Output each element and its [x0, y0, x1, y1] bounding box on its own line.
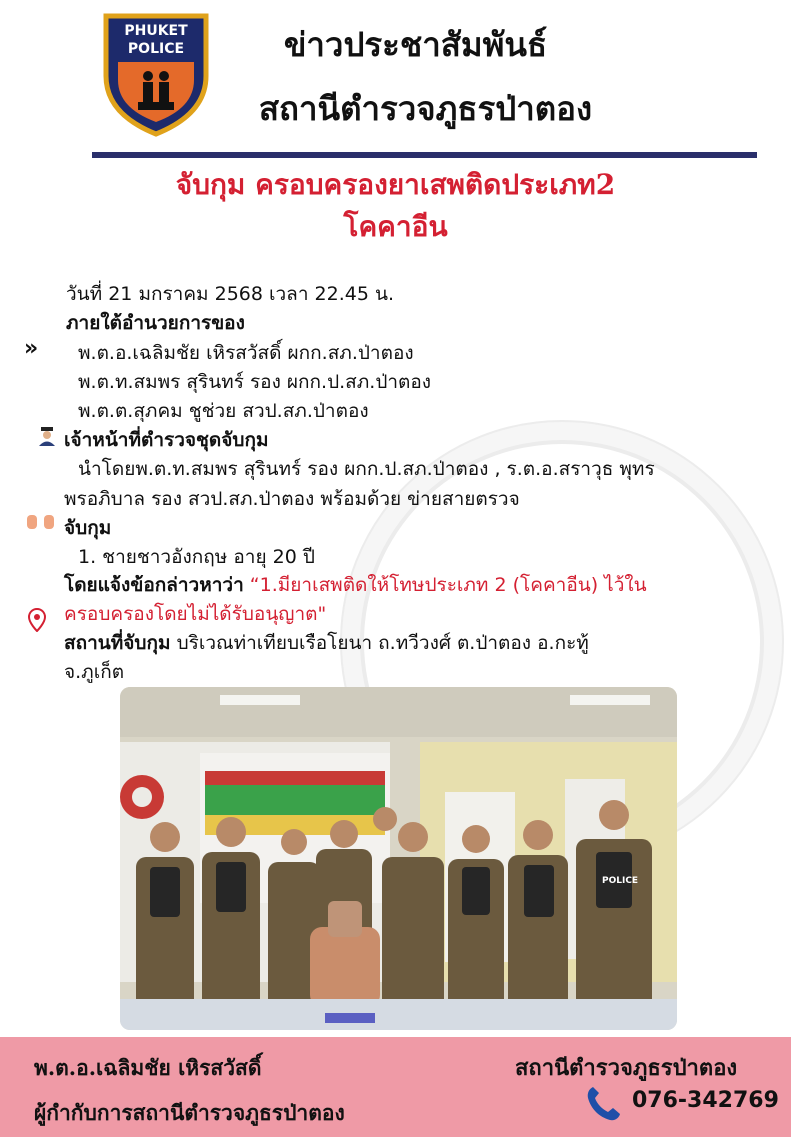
footer-commander-name: พ.ต.อ.เฉลิมชัย เหิรสวัสดิ์	[34, 1055, 262, 1080]
police-officer-icon	[38, 426, 56, 451]
headline-line1: จับกุม ครอบครองยาเสพติดประเภท2	[175, 168, 616, 201]
location-line	[64, 628, 589, 658]
commander-item: พ.ต.ต.สุภคม ชูช่วย สวป.สภ.ป่าตอง	[78, 400, 369, 422]
arrest-heading: จับกุม	[64, 517, 112, 539]
charge-label: โดยแจ้งข้อกล่าวหาว่า	[64, 574, 244, 596]
svg-text:POLICE: POLICE	[602, 876, 639, 886]
location-text: บริเวณท่าเทียบเรือโยนา ถ.ทวีวงศ์ ต.ป่าตอง อ.กะทู้	[176, 632, 589, 654]
charge-text-cont: ครอบครองโดยไม่ได้รับอนุญาต"	[64, 603, 327, 625]
svg-text:PHUKET: PHUKET	[124, 23, 188, 39]
team-heading: เจ้าหน้าที่ตำรวจชุดจับกุม	[64, 429, 269, 451]
command-heading: ภายใต้อำนวยการของ	[66, 312, 245, 334]
hands-icon	[24, 512, 60, 537]
footer-station-name: สถานีตำรวจภูธรป่าตอง	[515, 1055, 738, 1081]
divider-rule	[92, 152, 757, 158]
footer-commander-position: ผู้กำกับการสถานีตำรวจภูธรป่าตอง	[34, 1100, 345, 1125]
location-text-cont: จ.ภูเก็ต	[64, 661, 125, 683]
header-title: ข่าวประชาสัมพันธ์	[283, 25, 548, 64]
arrest-photo	[120, 687, 677, 1030]
location-label: สถานที่จับกุม	[64, 632, 171, 654]
team-line: พรอภิบาล รอง สวป.สภ.ป่าตอง พร้อมด้วย ข่ายสายตรวจ	[64, 488, 520, 510]
commander-item: พ.ต.ท.สมพร สุรินทร์ รอง ผกก.ป.สภ.ป่าตอง	[78, 371, 432, 393]
phone-icon	[585, 1085, 621, 1127]
footer-phone[interactable]: 076-342769	[632, 1088, 779, 1113]
headline-line2: โคคาอีน	[343, 210, 448, 243]
team-line: นำโดยพ.ต.ท.สมพร สุรินทร์ รอง ผกก.ป.สภ.ป่าตอง , ร.ต.อ.สราวุธ พุทร	[78, 458, 655, 480]
charge-line	[64, 570, 647, 600]
header-station: สถานีตำรวจภูธรป่าตอง	[258, 89, 593, 128]
svg-text:POLICE: POLICE	[127, 41, 185, 57]
charge-text: “1.มียาเสพติดให้โทษประเภท 2 (โคคาอีน) ไว้ใน	[249, 574, 647, 596]
double-chevron-icon: »	[24, 336, 39, 361]
location-pin-icon	[28, 608, 46, 637]
commander-item: พ.ต.อ.เฉลิมชัย เหิรสวัสดิ์ ผกก.สภ.ป่าตอง	[78, 342, 414, 364]
arrestee-line: 1. ชายชาวอังกฤษ อายุ 20 ปี	[78, 546, 315, 568]
date-line: วันที่ 21 มกราคม 2568 เวลา 22.45 น.	[66, 283, 394, 305]
